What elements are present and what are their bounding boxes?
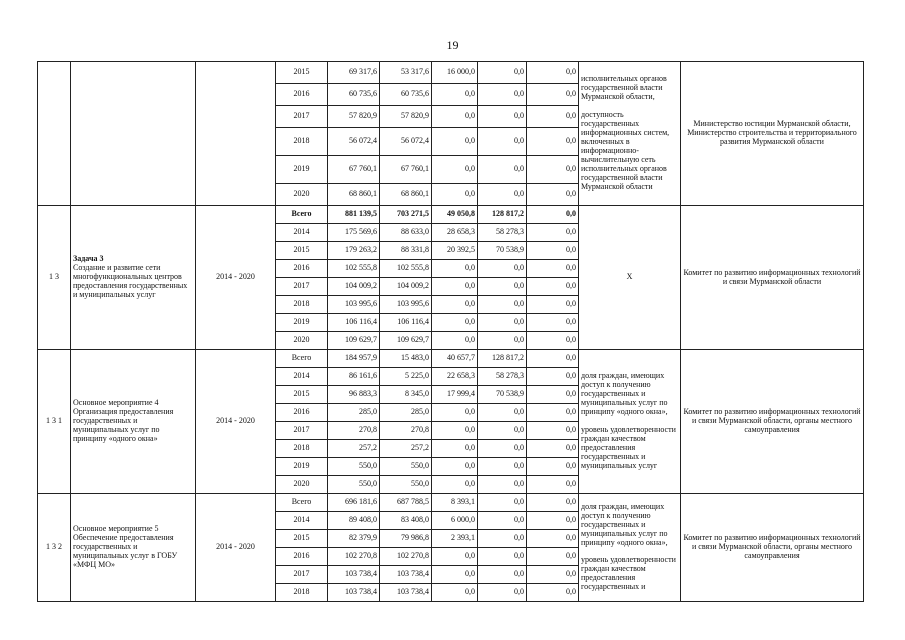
local-budget-cell: 70 538,9: [478, 242, 527, 260]
regional-budget-cell: 106 116,4: [380, 314, 432, 332]
federal-budget-cell: 0,0: [432, 106, 478, 128]
local-budget-cell: 58 278,3: [478, 224, 527, 242]
year-cell: 2019: [276, 458, 328, 476]
year-cell: 2019: [276, 314, 328, 332]
total-cell: 67 760,1: [328, 156, 380, 184]
total-cell: 56 072,4: [328, 128, 380, 156]
local-budget-cell: 0,0: [478, 566, 527, 584]
indicator-text: доля граждан, имеющих доступ к получению государственных и муниципальных услуг по принципу «одного окна», уровень удовлетворенности граждан качеством предоставления государственных и: [581, 501, 676, 592]
section-code: 1 3 2: [38, 494, 71, 602]
regional-budget-cell: 102 270,8: [380, 548, 432, 566]
extra-budget-cell: 0,0: [527, 386, 579, 404]
extra-budget-cell: 0,0: [527, 206, 579, 224]
extra-budget-cell: 0,0: [527, 584, 579, 602]
federal-budget-cell: 8 393,1: [432, 494, 478, 512]
total-cell: 102 270,8: [328, 548, 380, 566]
federal-budget-cell: 28 658,3: [432, 224, 478, 242]
local-budget-cell: 0,0: [478, 494, 527, 512]
section-name: [71, 206, 196, 350]
extra-budget-cell: 0,0: [527, 184, 579, 206]
table-row: [38, 206, 864, 224]
federal-budget-cell: 22 658,3: [432, 368, 478, 386]
year-cell: 2015: [276, 386, 328, 404]
year-cell: 2018: [276, 128, 328, 156]
local-budget-cell: 0,0: [478, 260, 527, 278]
regional-budget-cell: 550,0: [380, 476, 432, 494]
federal-budget-cell: 16 000,0: [432, 62, 478, 84]
indicator-text: доля граждан, имеющих доступ к получению государственных и муниципальных услуг по принципу «одного окна», уровень удовлетворенности граждан качеством предоставления государственных и муниципальных услуг: [581, 371, 676, 470]
federal-budget-cell: 0,0: [432, 156, 478, 184]
section-executor: Комитет по развитию информационных технологий и связи Мурманской области, органы местного самоуправления: [681, 350, 864, 494]
year-cell: 2020: [276, 332, 328, 350]
year-cell: 2017: [276, 422, 328, 440]
year-cell: 2016: [276, 548, 328, 566]
indicator-text: исполнительных органов государственной власти Мурманской области, доступность государственных информационных систем, включенных в информационно-вычислительную сеть исполнительных органов государственной власти Мурманской области: [581, 74, 670, 191]
total-cell: 103 738,4: [328, 584, 380, 602]
extra-budget-cell: 0,0: [527, 548, 579, 566]
year-cell: 2018: [276, 584, 328, 602]
extra-budget-cell: 0,0: [527, 530, 579, 548]
total-cell: 109 629,7: [328, 332, 380, 350]
total-cell: 285,0: [328, 404, 380, 422]
regional-budget-cell: 103 738,4: [380, 566, 432, 584]
regional-budget-cell: 103 738,4: [380, 584, 432, 602]
federal-budget-cell: 6 000,0: [432, 512, 478, 530]
local-budget-cell: 128 817,2: [478, 350, 527, 368]
local-budget-cell: 0,0: [478, 458, 527, 476]
extra-budget-cell: 0,0: [527, 458, 579, 476]
extra-budget-cell: 0,0: [527, 260, 579, 278]
section-indicator: [579, 206, 681, 350]
indicator-text: Х: [626, 272, 633, 282]
section-code: [38, 62, 71, 206]
regional-budget-cell: 56 072,4: [380, 128, 432, 156]
extra-budget-cell: 0,0: [527, 494, 579, 512]
regional-budget-cell: 104 009,2: [380, 278, 432, 296]
federal-budget-cell: 0,0: [432, 440, 478, 458]
federal-budget-cell: 0,0: [432, 584, 478, 602]
year-cell: 2018: [276, 440, 328, 458]
section-executor: Комитет по развитию информационных технологий и связи Мурманской области, органы местного самоуправления: [681, 494, 864, 602]
table-row: [38, 350, 864, 368]
federal-budget-cell: 49 050,8: [432, 206, 478, 224]
year-cell: Всего: [276, 206, 328, 224]
federal-budget-cell: 0,0: [432, 404, 478, 422]
total-cell: 103 738,4: [328, 566, 380, 584]
local-budget-cell: 0,0: [478, 296, 527, 314]
year-cell: 2015: [276, 530, 328, 548]
total-cell: 179 263,2: [328, 242, 380, 260]
local-budget-cell: 128 817,2: [478, 206, 527, 224]
section-name-text: Основное мероприятие 5 Обеспечение предоставления государственных и муниципальных услуг в ГОБУ «МФЦ МО»: [73, 524, 178, 569]
year-cell: 2018: [276, 296, 328, 314]
section-period: 2014 - 2020: [196, 206, 276, 350]
federal-budget-cell: 2 393,1: [432, 530, 478, 548]
total-cell: 96 883,3: [328, 386, 380, 404]
federal-budget-cell: 0,0: [432, 422, 478, 440]
regional-budget-cell: 102 555,8: [380, 260, 432, 278]
regional-budget-cell: 67 760,1: [380, 156, 432, 184]
federal-budget-cell: 0,0: [432, 314, 478, 332]
section-name: [71, 494, 196, 602]
extra-budget-cell: 0,0: [527, 368, 579, 386]
section-period: 2014 - 2020: [196, 494, 276, 602]
total-cell: 82 379,9: [328, 530, 380, 548]
local-budget-cell: 70 538,9: [478, 386, 527, 404]
regional-budget-cell: 79 986,8: [380, 530, 432, 548]
section-indicator: [579, 350, 681, 494]
section-indicator: [579, 494, 681, 602]
regional-budget-cell: 88 331,8: [380, 242, 432, 260]
regional-budget-cell: 5 225,0: [380, 368, 432, 386]
local-budget-cell: 0,0: [478, 314, 527, 332]
total-cell: 106 116,4: [328, 314, 380, 332]
extra-budget-cell: 0,0: [527, 422, 579, 440]
regional-budget-cell: 53 317,6: [380, 62, 432, 84]
local-budget-cell: 0,0: [478, 332, 527, 350]
section-name: [71, 62, 196, 206]
extra-budget-cell: 0,0: [527, 350, 579, 368]
regional-budget-cell: 703 271,5: [380, 206, 432, 224]
regional-budget-cell: 109 629,7: [380, 332, 432, 350]
federal-budget-cell: 0,0: [432, 566, 478, 584]
regional-budget-cell: 88 633,0: [380, 224, 432, 242]
extra-budget-cell: 0,0: [527, 566, 579, 584]
local-budget-cell: 0,0: [478, 128, 527, 156]
total-cell: 68 860,1: [328, 184, 380, 206]
extra-budget-cell: 0,0: [527, 332, 579, 350]
year-cell: 2015: [276, 62, 328, 84]
section-name-text: Создание и развитие сети многофункциональных центров предоставления государственных и муниципальных услуг: [73, 263, 188, 299]
section-executor: Министерство юстиции Мурманской области, Министерство строительства и территориального развития Мурманской области: [681, 62, 864, 206]
regional-budget-cell: 15 483,0: [380, 350, 432, 368]
total-cell: 696 181,6: [328, 494, 380, 512]
extra-budget-cell: 0,0: [527, 62, 579, 84]
local-budget-cell: 0,0: [478, 84, 527, 106]
table-row: [38, 62, 864, 84]
extra-budget-cell: 0,0: [527, 512, 579, 530]
regional-budget-cell: 57 820,9: [380, 106, 432, 128]
regional-budget-cell: 550,0: [380, 458, 432, 476]
total-cell: 60 735,6: [328, 84, 380, 106]
regional-budget-cell: 103 995,6: [380, 296, 432, 314]
year-cell: 2020: [276, 476, 328, 494]
total-cell: 184 957,9: [328, 350, 380, 368]
extra-budget-cell: 0,0: [527, 156, 579, 184]
federal-budget-cell: 0,0: [432, 296, 478, 314]
federal-budget-cell: 20 392,5: [432, 242, 478, 260]
extra-budget-cell: 0,0: [527, 278, 579, 296]
regional-budget-cell: 8 345,0: [380, 386, 432, 404]
section-period: [196, 62, 276, 206]
total-cell: 104 009,2: [328, 278, 380, 296]
regional-budget-cell: 257,2: [380, 440, 432, 458]
total-cell: 550,0: [328, 458, 380, 476]
federal-budget-cell: 0,0: [432, 128, 478, 156]
year-cell: 2020: [276, 184, 328, 206]
year-cell: 2016: [276, 260, 328, 278]
local-budget-cell: 0,0: [478, 512, 527, 530]
section-period: 2014 - 2020: [196, 350, 276, 494]
local-budget-cell: 0,0: [478, 548, 527, 566]
section-name: [71, 350, 196, 494]
year-cell: Всего: [276, 494, 328, 512]
total-cell: 102 555,8: [328, 260, 380, 278]
year-cell: 2016: [276, 84, 328, 106]
extra-budget-cell: 0,0: [527, 128, 579, 156]
section-code: 1 3: [38, 206, 71, 350]
federal-budget-cell: 0,0: [432, 278, 478, 296]
extra-budget-cell: 0,0: [527, 106, 579, 128]
extra-budget-cell: 0,0: [527, 242, 579, 260]
year-cell: 2017: [276, 278, 328, 296]
local-budget-cell: 0,0: [478, 530, 527, 548]
local-budget-cell: 58 278,3: [478, 368, 527, 386]
local-budget-cell: 0,0: [478, 440, 527, 458]
federal-budget-cell: 17 999,4: [432, 386, 478, 404]
federal-budget-cell: 0,0: [432, 476, 478, 494]
federal-budget-cell: 0,0: [432, 548, 478, 566]
total-cell: 175 569,6: [328, 224, 380, 242]
regional-budget-cell: 60 735,6: [380, 84, 432, 106]
page-number: 19: [446, 38, 459, 52]
federal-budget-cell: 40 657,7: [432, 350, 478, 368]
extra-budget-cell: 0,0: [527, 404, 579, 422]
extra-budget-cell: 0,0: [527, 314, 579, 332]
year-cell: 2014: [276, 368, 328, 386]
year-cell: 2015: [276, 242, 328, 260]
total-cell: 89 408,0: [328, 512, 380, 530]
year-cell: 2014: [276, 224, 328, 242]
regional-budget-cell: 83 408,0: [380, 512, 432, 530]
extra-budget-cell: 0,0: [527, 84, 579, 106]
section-code: 1 3 1: [38, 350, 71, 494]
total-cell: 881 139,5: [328, 206, 380, 224]
section-indicator: [579, 62, 681, 206]
extra-budget-cell: 0,0: [527, 476, 579, 494]
year-cell: 2019: [276, 156, 328, 184]
local-budget-cell: 0,0: [478, 184, 527, 206]
regional-budget-cell: 285,0: [380, 404, 432, 422]
federal-budget-cell: 0,0: [432, 260, 478, 278]
local-budget-cell: 0,0: [478, 156, 527, 184]
local-budget-cell: 0,0: [478, 278, 527, 296]
total-cell: 69 317,6: [328, 62, 380, 84]
local-budget-cell: 0,0: [478, 62, 527, 84]
federal-budget-cell: 0,0: [432, 458, 478, 476]
total-cell: 103 995,6: [328, 296, 380, 314]
local-budget-cell: 0,0: [478, 476, 527, 494]
year-cell: 2016: [276, 404, 328, 422]
federal-budget-cell: 0,0: [432, 184, 478, 206]
total-cell: 57 820,9: [328, 106, 380, 128]
year-cell: Всего: [276, 350, 328, 368]
federal-budget-cell: 0,0: [432, 332, 478, 350]
section-name-text: Основное мероприятие 4 Организация предоставления государственных и муниципальных услуг по принципу «одного окна»: [73, 398, 174, 443]
local-budget-cell: 0,0: [478, 422, 527, 440]
total-cell: 550,0: [328, 476, 380, 494]
year-cell: 2014: [276, 512, 328, 530]
total-cell: 257,2: [328, 440, 380, 458]
regional-budget-cell: 68 860,1: [380, 184, 432, 206]
regional-budget-cell: 270,8: [380, 422, 432, 440]
local-budget-cell: 0,0: [478, 404, 527, 422]
budget-table: [37, 61, 864, 602]
table-row: [38, 494, 864, 512]
extra-budget-cell: 0,0: [527, 296, 579, 314]
local-budget-cell: 0,0: [478, 106, 527, 128]
total-cell: 270,8: [328, 422, 380, 440]
total-cell: 86 161,6: [328, 368, 380, 386]
year-cell: 2017: [276, 566, 328, 584]
regional-budget-cell: 687 788,5: [380, 494, 432, 512]
extra-budget-cell: 0,0: [527, 224, 579, 242]
federal-budget-cell: 0,0: [432, 84, 478, 106]
task-title: Задача 3: [73, 254, 104, 264]
year-cell: 2017: [276, 106, 328, 128]
local-budget-cell: 0,0: [478, 584, 527, 602]
section-executor: Комитет по развитию информационных технологий и связи Мурманской области: [681, 206, 864, 350]
extra-budget-cell: 0,0: [527, 440, 579, 458]
